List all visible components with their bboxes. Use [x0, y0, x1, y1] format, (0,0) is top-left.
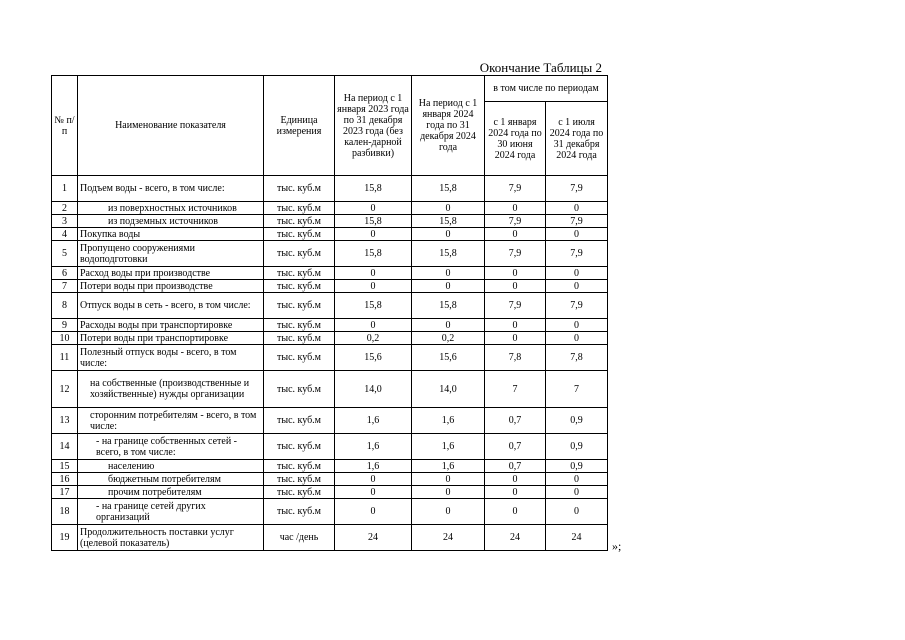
closing-quote: »; — [612, 539, 622, 553]
row-value-first-half-2024: 7,8 — [485, 345, 546, 371]
row-number: 2 — [52, 202, 78, 215]
row-value-first-half-2024: 0 — [485, 280, 546, 293]
table-row — [52, 176, 608, 202]
row-name: населению — [78, 460, 264, 473]
row-name: бюджетным потребителям — [78, 473, 264, 486]
row-unit: тыс. куб.м — [264, 499, 335, 525]
table-row — [52, 293, 608, 319]
row-value-first-half-2024: 7 — [485, 371, 546, 408]
header-num: № п/п — [52, 76, 78, 176]
row-value-first-half-2024: 0 — [485, 228, 546, 241]
row-value-2023: 0 — [335, 228, 412, 241]
row-name: на собственные (производственные и хозяйственные) нужды организации — [78, 371, 264, 408]
row-name: - на границе сетей других организаций — [78, 499, 264, 525]
table-row — [52, 319, 608, 332]
table-row — [52, 280, 608, 293]
row-value-2023: 0 — [335, 267, 412, 280]
row-value-first-half-2024: 7,9 — [485, 293, 546, 319]
row-number: 12 — [52, 371, 78, 408]
row-unit: тыс. куб.м — [264, 345, 335, 371]
row-number: 14 — [52, 434, 78, 460]
table-row — [52, 267, 608, 280]
row-value-first-half-2024: 0 — [485, 332, 546, 345]
row-number: 7 — [52, 280, 78, 293]
table-row — [52, 228, 608, 241]
row-number: 4 — [52, 228, 78, 241]
row-value-2024: 0 — [412, 228, 485, 241]
row-name: Расходы воды при транспортировке — [78, 319, 264, 332]
row-number: 11 — [52, 345, 78, 371]
header-subperiods: в том числе по периодам — [485, 76, 608, 102]
table-row — [52, 332, 608, 345]
table-row — [52, 460, 608, 473]
row-number: 9 — [52, 319, 78, 332]
row-unit: тыс. куб.м — [264, 241, 335, 267]
row-value-second-half-2024: 0 — [546, 332, 608, 345]
row-number: 19 — [52, 525, 78, 551]
row-value-2024: 0,2 — [412, 332, 485, 345]
row-value-2024: 0 — [412, 319, 485, 332]
row-value-2024: 0 — [412, 280, 485, 293]
header-first-half-2024: с 1 января 2024 года по 30 июня 2024 года — [485, 102, 546, 176]
row-unit: тыс. куб.м — [264, 486, 335, 499]
row-unit: тыс. куб.м — [264, 460, 335, 473]
row-value-2023: 15,6 — [335, 345, 412, 371]
row-value-second-half-2024: 0,9 — [546, 460, 608, 473]
row-value-first-half-2024: 0 — [485, 486, 546, 499]
row-value-2023: 0 — [335, 473, 412, 486]
header-period-2024: На период с 1 января 2024 года по 31 декабря 2024 года — [412, 76, 485, 176]
row-value-first-half-2024: 0 — [485, 473, 546, 486]
row-value-2024: 0 — [412, 499, 485, 525]
row-unit: тыс. куб.м — [264, 215, 335, 228]
row-value-2023: 1,6 — [335, 434, 412, 460]
row-unit: тыс. куб.м — [264, 371, 335, 408]
row-value-first-half-2024: 0,7 — [485, 434, 546, 460]
row-unit: тыс. куб.м — [264, 293, 335, 319]
row-value-first-half-2024: 7,9 — [485, 215, 546, 228]
row-name: - на границе собственных сетей - всего, в том числе: — [78, 434, 264, 460]
row-name: Покупка воды — [78, 228, 264, 241]
row-number: 5 — [52, 241, 78, 267]
row-name: Продолжительность поставки услуг (целевой показатель) — [78, 525, 264, 551]
table-row — [52, 215, 608, 228]
row-unit: тыс. куб.м — [264, 319, 335, 332]
row-value-second-half-2024: 0 — [546, 267, 608, 280]
row-value-2024: 15,8 — [412, 241, 485, 267]
header-second-half-2024: с 1 июля 2024 года по 31 декабря 2024 года — [546, 102, 608, 176]
row-number: 17 — [52, 486, 78, 499]
row-value-2024: 1,6 — [412, 434, 485, 460]
row-value-first-half-2024: 24 — [485, 525, 546, 551]
row-unit: час /день — [264, 525, 335, 551]
row-value-2024: 1,6 — [412, 408, 485, 434]
row-value-second-half-2024: 0 — [546, 486, 608, 499]
water-balance-table — [51, 75, 608, 551]
row-value-2023: 15,8 — [335, 241, 412, 267]
row-number: 6 — [52, 267, 78, 280]
row-number: 1 — [52, 176, 78, 202]
table-row — [52, 473, 608, 486]
table-row — [52, 345, 608, 371]
row-value-2024: 1,6 — [412, 460, 485, 473]
row-value-2024: 0 — [412, 267, 485, 280]
table-row — [52, 241, 608, 267]
row-value-first-half-2024: 0 — [485, 267, 546, 280]
row-number: 10 — [52, 332, 78, 345]
table-row — [52, 499, 608, 525]
row-value-2023: 1,6 — [335, 408, 412, 434]
row-name: сторонним потребителям - всего, в том числе: — [78, 408, 264, 434]
row-value-2024: 14,0 — [412, 371, 485, 408]
table-caption: Окончание Таблицы 2 — [479, 60, 602, 75]
header-name: Наименование показателя — [78, 76, 264, 176]
row-value-second-half-2024: 0,9 — [546, 408, 608, 434]
row-value-2023: 0 — [335, 319, 412, 332]
row-value-2024: 0 — [412, 486, 485, 499]
row-unit: тыс. куб.м — [264, 332, 335, 345]
row-value-second-half-2024: 0 — [546, 202, 608, 215]
row-value-first-half-2024: 7,9 — [485, 241, 546, 267]
row-value-2023: 0 — [335, 486, 412, 499]
row-value-first-half-2024: 0 — [485, 499, 546, 525]
row-number: 13 — [52, 408, 78, 434]
row-name: Пропущено сооружениями водоподготовки — [78, 241, 264, 267]
row-unit: тыс. куб.м — [264, 176, 335, 202]
row-number: 18 — [52, 499, 78, 525]
row-value-first-half-2024: 0 — [485, 319, 546, 332]
table-row — [52, 408, 608, 434]
row-unit: тыс. куб.м — [264, 408, 335, 434]
row-value-second-half-2024: 7,9 — [546, 293, 608, 319]
row-value-2023: 24 — [335, 525, 412, 551]
row-unit: тыс. куб.м — [264, 228, 335, 241]
row-value-2023: 15,8 — [335, 293, 412, 319]
table-row — [52, 434, 608, 460]
row-value-second-half-2024: 7,9 — [546, 176, 608, 202]
row-value-second-half-2024: 0 — [546, 280, 608, 293]
row-name: прочим потребителям — [78, 486, 264, 499]
row-unit: тыс. куб.м — [264, 267, 335, 280]
row-name: Потери воды при производстве — [78, 280, 264, 293]
header-unit: Единица измерения — [264, 76, 335, 176]
row-value-first-half-2024: 0 — [485, 202, 546, 215]
row-name: Потери воды при транспортировке — [78, 332, 264, 345]
table-row — [52, 525, 608, 551]
row-value-second-half-2024: 0 — [546, 499, 608, 525]
row-number: 3 — [52, 215, 78, 228]
row-number: 15 — [52, 460, 78, 473]
row-value-2023: 0 — [335, 202, 412, 215]
row-value-2024: 0 — [412, 473, 485, 486]
row-value-second-half-2024: 24 — [546, 525, 608, 551]
row-value-second-half-2024: 0,9 — [546, 434, 608, 460]
row-value-2024: 15,8 — [412, 176, 485, 202]
row-unit: тыс. куб.м — [264, 202, 335, 215]
row-value-2024: 0 — [412, 202, 485, 215]
row-value-2023: 0 — [335, 499, 412, 525]
row-value-second-half-2024: 7,9 — [546, 215, 608, 228]
row-value-2023: 14,0 — [335, 371, 412, 408]
table-row — [52, 486, 608, 499]
row-value-2023: 0,2 — [335, 332, 412, 345]
row-value-2023: 0 — [335, 280, 412, 293]
row-value-first-half-2024: 7,9 — [485, 176, 546, 202]
row-value-second-half-2024: 0 — [546, 319, 608, 332]
row-name: из поверхностных источников — [78, 202, 264, 215]
table-row — [52, 371, 608, 408]
row-name: Полезный отпуск воды - всего, в том числе: — [78, 345, 264, 371]
header-period-2023: На период с 1 января 2023 года по 31 декабря 2023 года (без кален-дарной разбивки) — [335, 76, 412, 176]
row-name: Отпуск воды в сеть - всего, в том числе: — [78, 293, 264, 319]
row-value-second-half-2024: 7,9 — [546, 241, 608, 267]
row-value-2023: 15,8 — [335, 215, 412, 228]
row-name: из подземных источников — [78, 215, 264, 228]
row-value-second-half-2024: 7 — [546, 371, 608, 408]
row-name: Расход воды при производстве — [78, 267, 264, 280]
row-value-first-half-2024: 0,7 — [485, 460, 546, 473]
table-row — [52, 202, 608, 215]
row-unit: тыс. куб.м — [264, 434, 335, 460]
row-name: Подъем воды - всего, в том числе: — [78, 176, 264, 202]
row-value-second-half-2024: 0 — [546, 228, 608, 241]
row-value-second-half-2024: 0 — [546, 473, 608, 486]
row-number: 16 — [52, 473, 78, 486]
row-value-2024: 15,8 — [412, 293, 485, 319]
row-value-2024: 24 — [412, 525, 485, 551]
row-unit: тыс. куб.м — [264, 473, 335, 486]
row-number: 8 — [52, 293, 78, 319]
row-value-2024: 15,8 — [412, 215, 485, 228]
row-value-2023: 1,6 — [335, 460, 412, 473]
row-value-2023: 15,8 — [335, 176, 412, 202]
row-value-2024: 15,6 — [412, 345, 485, 371]
row-value-first-half-2024: 0,7 — [485, 408, 546, 434]
row-value-second-half-2024: 7,8 — [546, 345, 608, 371]
row-unit: тыс. куб.м — [264, 280, 335, 293]
